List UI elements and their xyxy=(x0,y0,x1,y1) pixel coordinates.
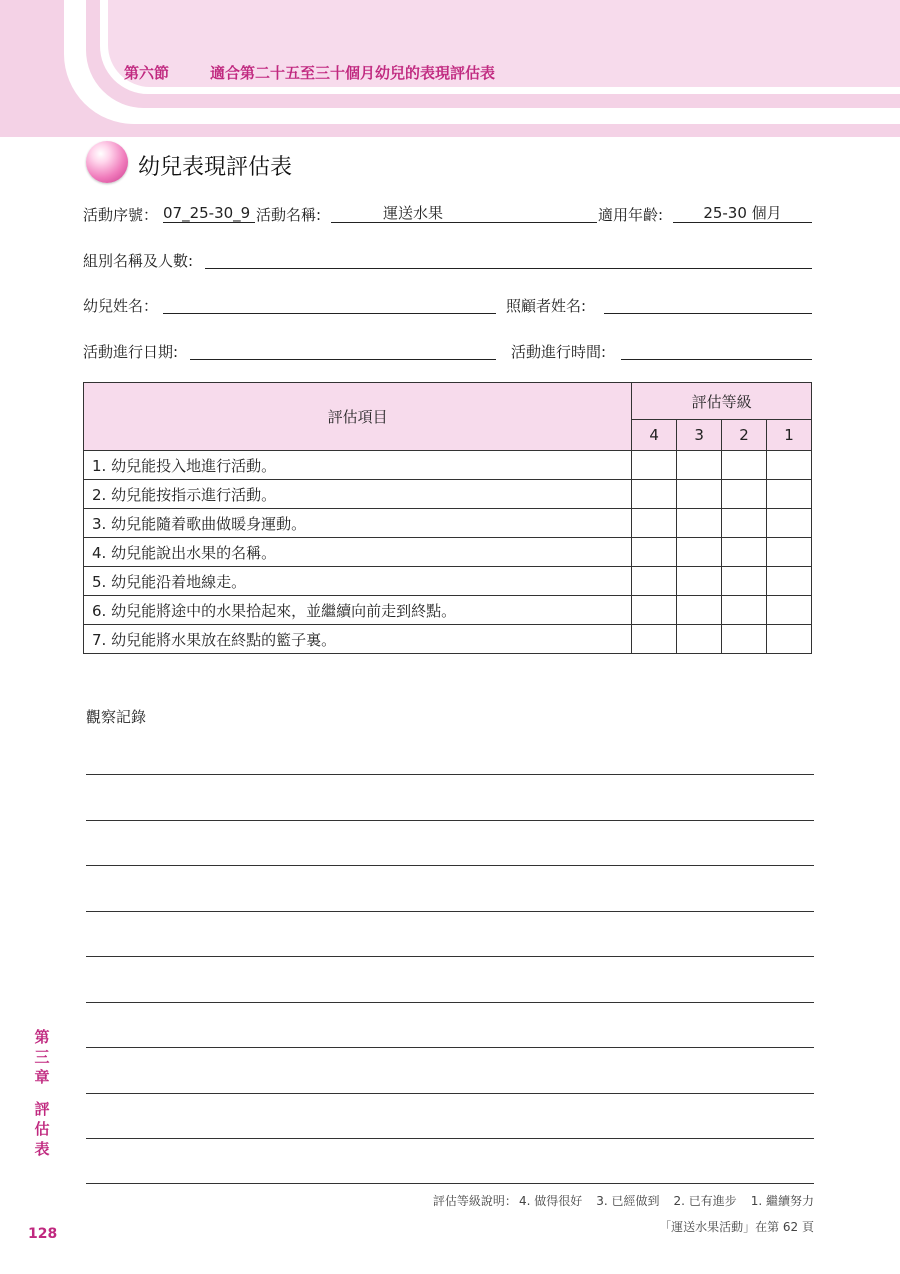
grade-cell[interactable] xyxy=(722,538,767,567)
grade-cell[interactable] xyxy=(767,596,812,625)
grade-cell[interactable] xyxy=(722,451,767,480)
grade-3-header: 3 xyxy=(677,420,722,451)
activity-no-field[interactable]: 07_25-30_9 xyxy=(163,204,255,223)
grade-cell[interactable] xyxy=(767,538,812,567)
observation-line[interactable] xyxy=(86,956,814,957)
observation-line[interactable] xyxy=(86,820,814,821)
topic-char: 評 xyxy=(34,1100,50,1118)
grade-4-header: 4 xyxy=(632,420,677,451)
item-header: 評估項目 xyxy=(84,383,632,451)
legend-item: 3. 已經做到 xyxy=(596,1194,660,1208)
observation-line[interactable] xyxy=(86,1002,814,1003)
table-row xyxy=(84,480,812,509)
grade-cell[interactable] xyxy=(722,509,767,538)
grade-1-header: 1 xyxy=(767,420,812,451)
item-text: 7. 幼兒能將水果放在終點的籃子裏。 xyxy=(84,625,632,654)
legend-item: 4. 做得很好 xyxy=(518,1194,583,1208)
item-text: 4. 幼兒能說出水果的名稱。 xyxy=(84,538,632,567)
grade-cell[interactable] xyxy=(632,596,677,625)
item-text: 5. 幼兒能沿着地線走。 xyxy=(84,567,632,596)
grade-legend xyxy=(433,1192,814,1209)
activity-name-label: 活動名稱: xyxy=(256,206,322,224)
grade-cell[interactable] xyxy=(767,480,812,509)
caregiver-label: 照顧者姓名: xyxy=(506,297,587,315)
grade-cell[interactable] xyxy=(722,596,767,625)
time-field[interactable] xyxy=(621,341,812,360)
observation-line[interactable] xyxy=(86,865,814,866)
grade-cell[interactable] xyxy=(767,567,812,596)
grade-cell[interactable] xyxy=(632,509,677,538)
date-label: 活動進行日期: xyxy=(83,343,179,361)
grade-cell[interactable] xyxy=(677,509,722,538)
legend-item: 2. 已有進步 xyxy=(673,1194,737,1208)
item-text: 1. 幼兒能投入地進行活動。 xyxy=(84,451,632,480)
grade-cell[interactable] xyxy=(767,509,812,538)
child-name-field[interactable] xyxy=(163,295,496,314)
chapter-char: 第 xyxy=(34,1028,50,1046)
grade-cell[interactable] xyxy=(677,567,722,596)
grade-cell[interactable] xyxy=(767,451,812,480)
time-label: 活動進行時間: xyxy=(511,343,607,361)
observation-line[interactable] xyxy=(86,911,814,912)
item-text: 6. 幼兒能將途中的水果拾起來，並繼續向前走到終點。 xyxy=(84,596,632,625)
table-row xyxy=(84,538,812,567)
observation-line[interactable] xyxy=(86,1183,814,1184)
observation-line[interactable] xyxy=(86,1138,814,1139)
observation-label: 觀察記錄 xyxy=(86,708,147,726)
evaluation-table xyxy=(83,382,812,654)
page-number: 128 xyxy=(28,1226,58,1242)
activity-name-field[interactable]: 運送水果 xyxy=(331,204,597,223)
grade-cell[interactable] xyxy=(677,625,722,654)
chapter-char: 章 xyxy=(34,1068,50,1086)
section-title: 適合第二十五至三十個月幼兒的表現評估表 xyxy=(210,64,496,82)
chapter-char: 三 xyxy=(34,1048,50,1066)
grade-cell[interactable] xyxy=(722,480,767,509)
table-row xyxy=(84,625,812,654)
item-text: 2. 幼兒能按指示進行活動。 xyxy=(84,480,632,509)
pink-bullet-icon xyxy=(86,141,128,183)
group-field[interactable] xyxy=(205,250,812,269)
grade-cell[interactable] xyxy=(677,451,722,480)
grade-header: 評估等級 xyxy=(632,383,812,420)
grade-cell[interactable] xyxy=(632,567,677,596)
page-title: 幼兒表現評估表 xyxy=(138,155,293,180)
grade-2-header: 2 xyxy=(722,420,767,451)
age-label: 適用年齡: xyxy=(598,206,664,224)
topic-char: 估 xyxy=(34,1120,50,1138)
age-field[interactable]: 25-30 個月 xyxy=(673,204,812,223)
table-row xyxy=(84,509,812,538)
date-field[interactable] xyxy=(190,341,496,360)
grade-cell[interactable] xyxy=(677,538,722,567)
chapter-side-label xyxy=(33,1027,51,1159)
grade-cell[interactable] xyxy=(632,451,677,480)
legend-item: 1. 繼續努力 xyxy=(750,1194,814,1208)
item-text: 3. 幼兒能隨着歌曲做暖身運動。 xyxy=(84,509,632,538)
page-reference: 「運送水果活動」在第 62 頁 xyxy=(659,1220,814,1234)
table-row xyxy=(84,451,812,480)
grade-cell[interactable] xyxy=(767,625,812,654)
caregiver-field[interactable] xyxy=(604,295,812,314)
observation-line[interactable] xyxy=(86,774,814,775)
section-label: 第六節 xyxy=(124,64,170,82)
table-row xyxy=(84,567,812,596)
observation-line[interactable] xyxy=(86,1093,814,1094)
legend-label: 評估等級說明： xyxy=(432,1194,517,1208)
grade-cell[interactable] xyxy=(632,480,677,509)
group-label: 組別名稱及人數: xyxy=(83,252,194,270)
observation-line[interactable] xyxy=(86,1047,814,1048)
grade-cell[interactable] xyxy=(632,625,677,654)
grade-cell[interactable] xyxy=(677,480,722,509)
topic-char: 表 xyxy=(34,1140,50,1158)
grade-cell[interactable] xyxy=(632,538,677,567)
activity-no-label: 活動序號： xyxy=(83,206,159,224)
grade-cell[interactable] xyxy=(677,596,722,625)
table-row xyxy=(84,596,812,625)
grade-cell[interactable] xyxy=(722,625,767,654)
grade-cell[interactable] xyxy=(722,567,767,596)
child-name-label: 幼兒姓名： xyxy=(83,297,159,315)
